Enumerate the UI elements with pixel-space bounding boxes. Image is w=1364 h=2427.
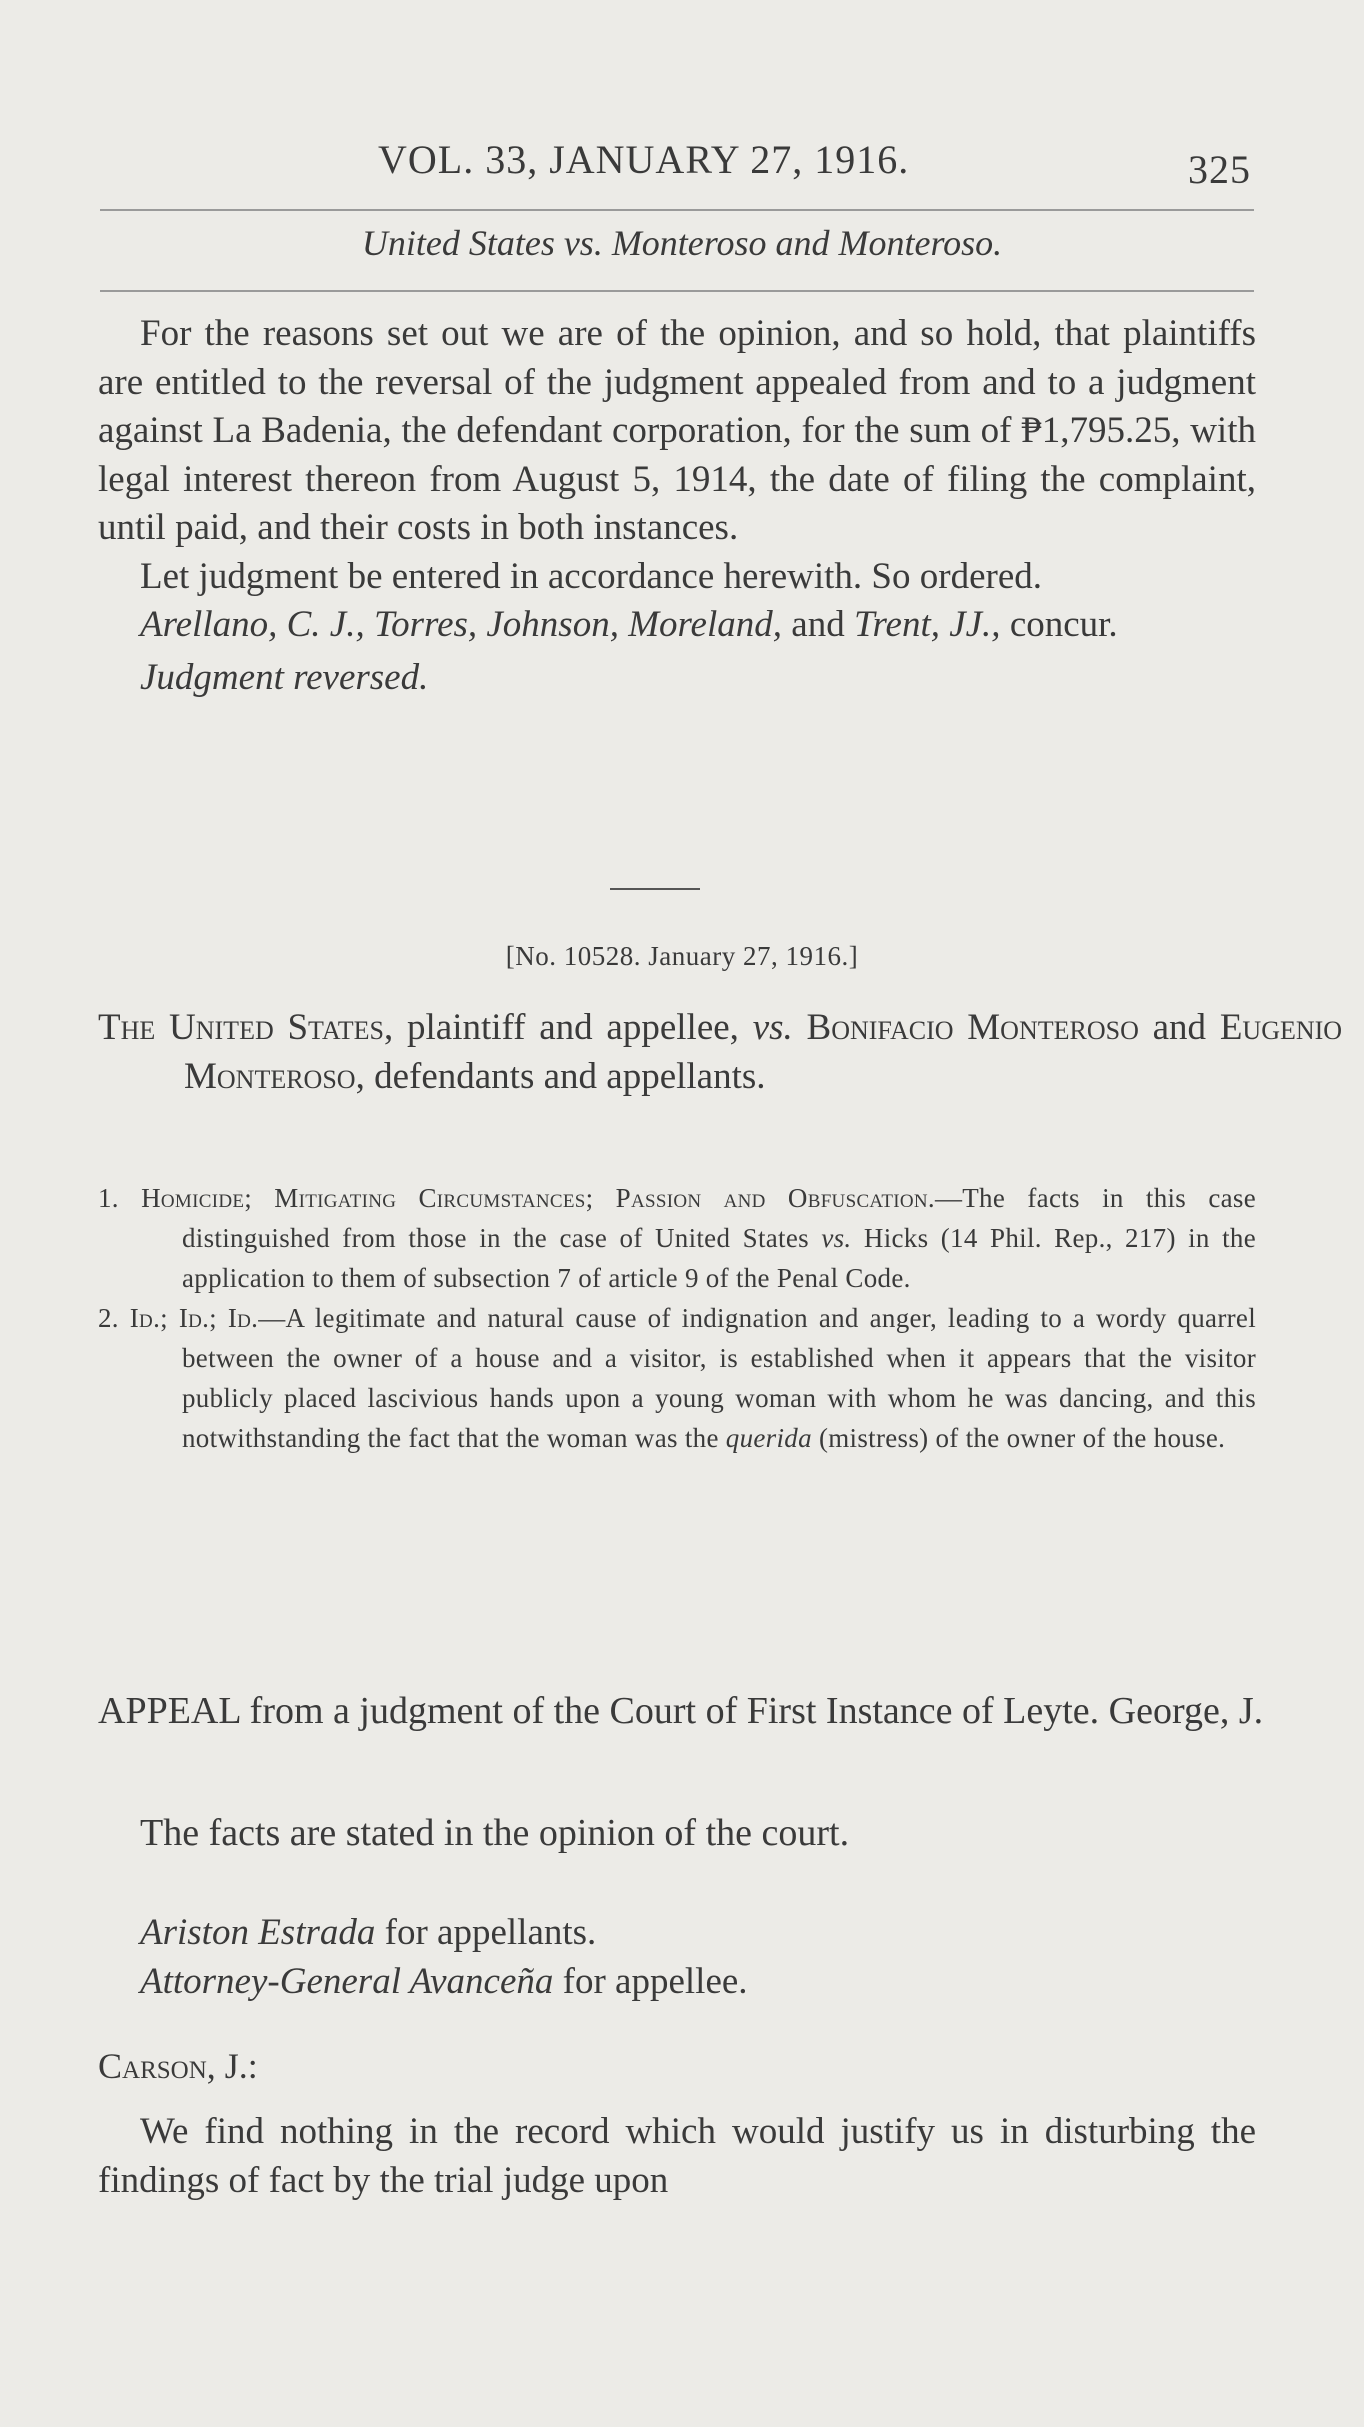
defendant-name: Eugenio Monteroso (184, 1007, 1343, 1097)
syllabus-item (98, 1298, 1256, 1458)
case-running-head: United States vs. Monteroso and Monteroso. (361, 223, 1003, 263)
case-head-rule (100, 290, 1254, 292)
syllabus-text: Hicks (14 Phil. Rep., 217) in the application to them of subsection 7 of article 9 of the Penal Code. (182, 1223, 1256, 1293)
justice-trent: Trent, JJ., (853, 604, 1001, 645)
article: The (98, 1007, 156, 1048)
running-title: VOL. 33, JANUARY 27, 1916. (378, 137, 910, 182)
paragraph: Let judgment be entered in accordance herewith. So ordered. (140, 555, 1043, 597)
disposition-text: Judgment reversed. (140, 656, 429, 698)
counsel-name: Ariston Estrada (140, 1912, 376, 1953)
counsel-role: for appellee. (562, 1961, 748, 2002)
versus: vs. (752, 1007, 793, 1048)
opinion-author: Carson, J.: (98, 2046, 258, 2086)
section-divider (610, 888, 700, 890)
counsel-name: Attorney-General Avanceña (140, 1961, 554, 2002)
syllabus-text: —A legitimate and natural cause of indignation and anger, leading to a wordy quarrel between the owner of a house and a visitor, is established when it appears that the visitor publicly placed lascivious hands upon a young woman with whom he was dancing, and this notwithstanding the fact that the woman was the (182, 1303, 1256, 1453)
foreign-term: querida (725, 1423, 812, 1453)
counsel-role: for appellants. (384, 1912, 597, 1953)
versus: vs. (821, 1223, 852, 1253)
syllabus-topic: Homicide; Mitigating Circumstances; Passion and Obfuscation. (141, 1183, 935, 1213)
header-rule (100, 209, 1254, 211)
concur-word: concur. (1009, 604, 1118, 645)
appeal-statement: APPEAL from a judgment of the Court of First Instance of Leyte. George, J. (98, 1690, 1264, 1732)
conjunction: and (1152, 1007, 1207, 1048)
conjunction: and (791, 604, 845, 645)
opinion-paragraph: We find nothing in the record which would justify us in disturbing the findings of fact by the trial judge upon (98, 2111, 1256, 2201)
syllabus-text: —The facts in this case distinguished from those in the case of United States (182, 1183, 1256, 1253)
plaintiff-role: , plaintiff and appellee, (383, 1007, 739, 1048)
defendant-name: Bonifacio Monteroso (806, 1007, 1139, 1048)
defendant-role: , defendants and appellants. (355, 1055, 766, 1097)
syllabus (98, 1178, 1256, 1458)
justices-names: Arellano, C. J., Torres, Johnson, Moreland, (140, 604, 783, 645)
disposition (98, 654, 1256, 703)
facts-statement: The facts are stated in the opinion of the court. (140, 1812, 850, 1854)
counsel-line (140, 1957, 748, 2006)
docket-number: [No. 10528. January 27, 1916.] (505, 941, 859, 971)
syllabus-topic: Id.; Id.; Id. (129, 1303, 259, 1333)
syllabus-item (98, 1178, 1256, 1298)
counsel (140, 1908, 748, 2006)
plaintiff-name: United States (169, 1007, 384, 1048)
counsel-line (140, 1908, 748, 1957)
syllabus-number: 2. (98, 1303, 119, 1333)
case-parties (98, 1004, 1342, 1101)
paragraph: For the reasons set out we are of the opinion, and so hold, that plaintiffs are entitled to the reversal of the judgment appealed from and to a judgment against La Badenia, the defendant corporation, for the sum of ₱1,795.25, with legal interest thereon from August 5, 1914, the date of filing the complaint, until paid, and their costs in both instances. (98, 313, 1256, 548)
syllabus-text: (mistress) of the owner of the house. (818, 1423, 1226, 1453)
syllabus-number: 1. (98, 1183, 119, 1213)
concurrence (98, 601, 1256, 650)
prior-case-conclusion (98, 310, 1256, 702)
page-number: 325 (1188, 147, 1251, 192)
